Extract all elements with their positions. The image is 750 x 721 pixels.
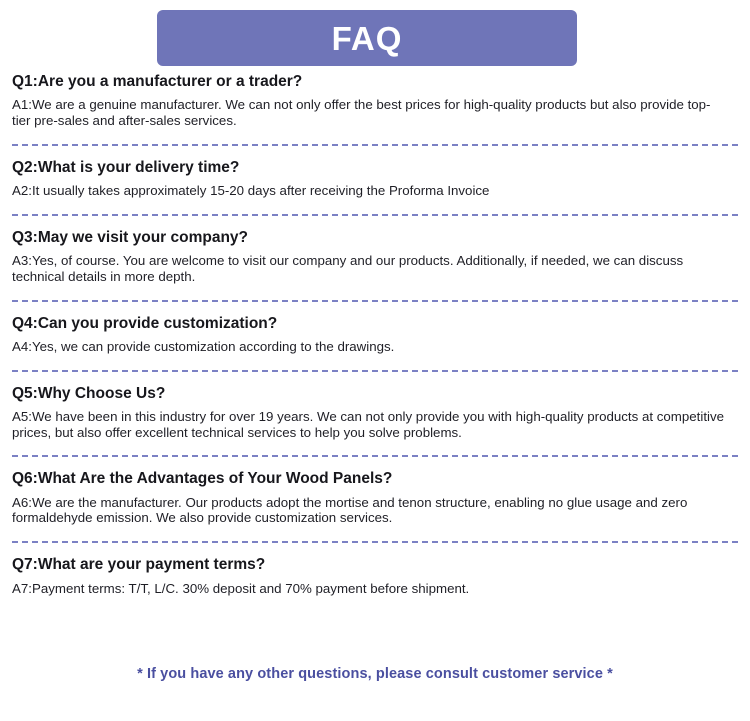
faq-answer: A7:Payment terms: T/T, L/C. 30% deposit and 70% payment before shipment. <box>12 580 470 596</box>
faq-item-3 <box>12 228 738 291</box>
faq-banner <box>157 10 577 66</box>
faq-question: Q5:Why Choose Us? <box>12 384 166 402</box>
faq-answer: A6:We are the manufacturer. Our products adopt the mortise and tenon structure, enabling no glue usage and zero formaldehyde emission. We also provide customization services. <box>12 494 688 526</box>
faq-question: Q3:May we visit your company? <box>12 228 249 246</box>
faq-banner-title: FAQ <box>331 19 403 57</box>
faq-divider <box>12 370 738 372</box>
faq-question: Q4:Can you provide customization? <box>12 314 278 332</box>
faq-divider <box>12 144 738 146</box>
faq-answer: A3:Yes, of course. You are welcome to visit our company and our products. Additionally, if needed, we can discuss technical details in more depth. <box>12 253 684 284</box>
faq-item-1 <box>12 72 738 135</box>
faq-item-5 <box>12 384 738 447</box>
faq-question: Q2:What is your delivery time? <box>12 158 240 176</box>
faq-answer: A2:It usually takes approximately 15-20 days after receiving the Proforma Invoice <box>12 183 490 199</box>
faq-item-7 <box>12 555 738 602</box>
faq-divider <box>12 300 738 302</box>
faq-divider <box>12 214 738 216</box>
faq-divider <box>12 455 738 457</box>
faq-item-6 <box>12 469 738 532</box>
faq-question: Q6:What Are the Advantages of Your Wood Panels? <box>12 470 393 488</box>
faq-item-2 <box>12 158 738 205</box>
faq-item-4 <box>12 314 738 361</box>
footer-note: * If you have any other questions, please consult customer service * <box>137 666 613 682</box>
faq-answer: A5:We have been in this industry for over 19 years. We can not only provide you with high-quality products at competitive prices, but also offer excellent technical services to help you solve problems. <box>12 409 725 440</box>
faq-list <box>12 72 738 602</box>
faq-answer: A1:We are a genuine manufacturer. We can not only offer the best prices for high-quality products but also provide top-tier pre-sales and after-sales services. <box>12 97 711 129</box>
faq-answer: A4:Yes, we can provide customization according to the drawings. <box>12 338 395 354</box>
faq-question: Q1:Are you a manufacturer or a trader? <box>12 73 303 90</box>
faq-question: Q7:What are your payment terms? <box>12 556 266 574</box>
faq-divider <box>12 541 738 543</box>
